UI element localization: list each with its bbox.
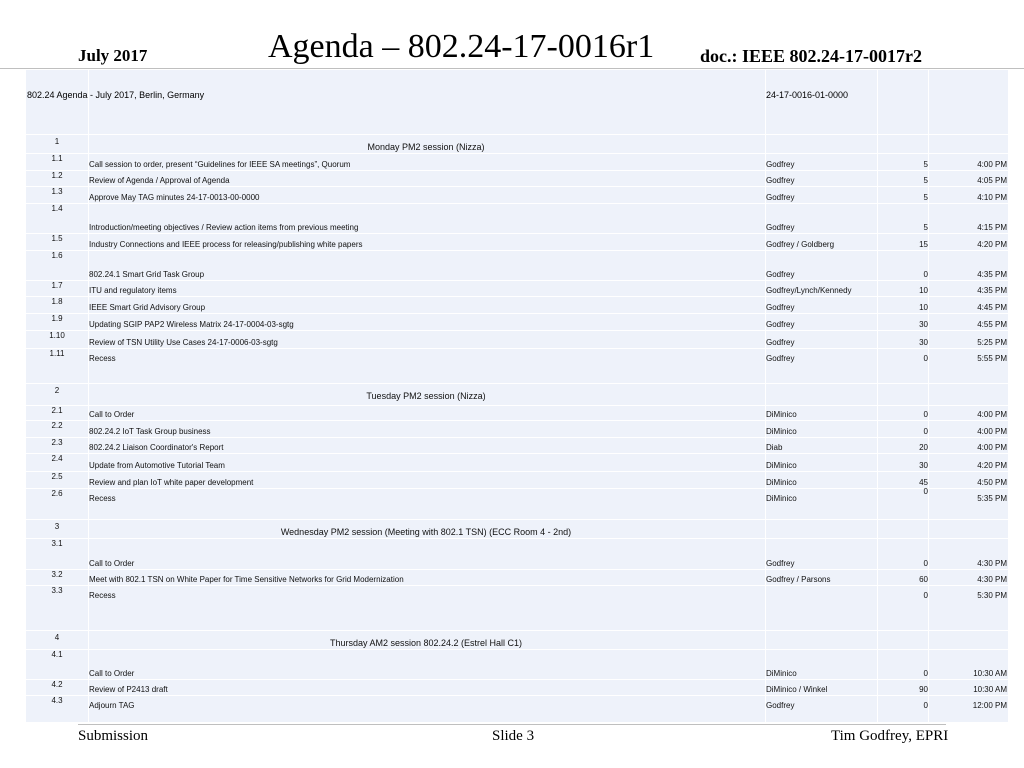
item-number: 1.1 xyxy=(51,154,63,163)
agenda-item-row xyxy=(26,330,1008,349)
item-start-time: 4:35 PM xyxy=(977,286,1007,295)
agenda-item-row xyxy=(26,649,1008,680)
agenda-item-row xyxy=(26,538,1008,570)
item-minutes: 5 xyxy=(923,223,928,232)
item-start-time: 4:30 PM xyxy=(977,559,1007,568)
agenda-item-row xyxy=(26,405,1008,421)
item-description: Review of TSN Utility Use Cases 24-17-0006-03-sgtg xyxy=(89,338,278,347)
item-start-time: 4:15 PM xyxy=(977,223,1007,232)
item-presenter: DiMinico xyxy=(766,410,797,419)
item-presenter: DiMinico xyxy=(766,494,797,503)
item-number: 4.3 xyxy=(51,696,63,705)
item-presenter: DiMinico xyxy=(766,461,797,470)
item-description: Review and plan IoT white paper development xyxy=(89,478,254,487)
item-description: Introduction/meeting objectives / Review action items from previous meeting xyxy=(89,223,359,232)
item-start-time: 10:30 AM xyxy=(973,669,1007,678)
item-description: Meet with 802.1 TSN on White Paper for Time Sensitive Networks for Grid Modernization xyxy=(89,575,404,584)
item-number: 3.2 xyxy=(51,570,63,579)
item-start-time: 5:30 PM xyxy=(977,591,1007,600)
item-number: 2.3 xyxy=(51,438,63,447)
item-description: Call to Order xyxy=(89,669,135,678)
item-number: 3.1 xyxy=(51,539,63,548)
item-minutes: 0 xyxy=(923,354,928,363)
item-number: 1.8 xyxy=(51,297,63,306)
item-presenter: Godfrey xyxy=(766,320,795,329)
agenda-item-row xyxy=(26,313,1008,331)
agenda-item-row xyxy=(26,695,1008,712)
agenda-item-row xyxy=(26,186,1008,204)
footer-submission: Submission xyxy=(78,728,149,744)
item-number: 3.3 xyxy=(51,586,63,595)
item-minutes: 0 xyxy=(923,669,928,678)
agenda-item-row xyxy=(26,296,1008,314)
item-minutes: 10 xyxy=(919,286,928,295)
item-number: 2.6 xyxy=(51,489,63,498)
item-description: Adjourn TAG xyxy=(89,701,135,710)
item-presenter: Godfrey xyxy=(766,160,795,169)
item-start-time: 4:20 PM xyxy=(977,240,1007,249)
item-description: Call session to order, present “Guidelines for IEEE SA meetings”, Quorum xyxy=(89,160,351,169)
slide-title: Agenda – 802.24-17-0016r1 xyxy=(268,28,655,65)
item-minutes: 0 xyxy=(923,559,928,568)
item-description: 802.24.1 Smart Grid Task Group xyxy=(89,270,205,279)
item-presenter: Godfrey/Lynch/Kennedy xyxy=(766,286,852,295)
item-start-time: 5:55 PM xyxy=(977,354,1007,363)
item-number: 1.6 xyxy=(51,251,63,260)
session-number: 2 xyxy=(54,386,60,395)
item-description: Update from Automotive Tutorial Team xyxy=(89,461,225,470)
footer-author: Tim Godfrey, EPRI xyxy=(831,728,949,744)
session-header-row xyxy=(26,134,1008,153)
sheet-doc-title: 802.24 Agenda - July 2017, Berlin, Germany xyxy=(27,90,205,100)
agenda-item-row xyxy=(26,348,1008,365)
item-minutes: 60 xyxy=(919,575,928,584)
item-start-time: 4:00 PM xyxy=(977,443,1007,452)
item-description: Call to Order xyxy=(89,410,135,419)
item-description: Call to Order xyxy=(89,559,135,568)
agenda-item-row xyxy=(26,585,1008,602)
session-title: Wednesday PM2 session (Meeting with 802.1 TSN) (ECC Room 4 - 2nd) xyxy=(280,527,572,537)
item-description: Recess xyxy=(89,494,116,503)
item-number: 2.5 xyxy=(51,472,63,481)
agenda-item-row xyxy=(26,203,1008,234)
item-number: 4.1 xyxy=(51,650,63,659)
item-start-time: 12:00 PM xyxy=(972,701,1007,710)
session-title: Tuesday PM2 session (Nizza) xyxy=(366,391,486,401)
agenda-item-row xyxy=(26,233,1008,251)
agenda-item-row xyxy=(26,488,1008,505)
item-presenter: Godfrey xyxy=(766,701,795,710)
doc-number: doc.: IEEE 802.24-17-0017r2 xyxy=(700,46,922,66)
item-presenter: DiMinico xyxy=(766,478,797,487)
item-description: Approve May TAG minutes 24-17-0013-00-0000 xyxy=(89,193,260,202)
item-minutes: 5 xyxy=(923,160,928,169)
item-minutes: 15 xyxy=(919,240,928,249)
item-start-time: 4:35 PM xyxy=(977,270,1007,279)
item-minutes: 30 xyxy=(919,461,928,470)
item-start-time: 4:55 PM xyxy=(977,320,1007,329)
session-header-row xyxy=(26,630,1008,649)
item-description: Recess xyxy=(89,591,116,600)
item-number: 1.3 xyxy=(51,187,63,196)
header-date: July 2017 xyxy=(78,46,148,65)
agenda-item-row xyxy=(26,453,1008,472)
item-start-time: 4:45 PM xyxy=(977,303,1007,312)
item-number: 1.4 xyxy=(51,204,63,213)
item-presenter: Godfrey xyxy=(766,354,795,363)
item-start-time: 4:10 PM xyxy=(977,193,1007,202)
item-start-time: 4:20 PM xyxy=(977,461,1007,470)
header-divider xyxy=(0,68,1024,69)
sheet-doc-number: 24-17-0016-01-0000 xyxy=(766,90,849,100)
agenda-item-row xyxy=(26,153,1008,171)
agenda-item-row xyxy=(26,437,1008,454)
agenda-item-row xyxy=(26,250,1008,281)
item-start-time: 4:30 PM xyxy=(977,575,1007,584)
item-presenter: Godfrey xyxy=(766,559,795,568)
item-start-time: 4:00 PM xyxy=(977,410,1007,419)
item-number: 2.1 xyxy=(51,406,63,415)
item-minutes: 30 xyxy=(919,320,928,329)
item-minutes: 0 xyxy=(923,701,928,710)
item-number: 2.2 xyxy=(51,421,63,430)
item-number: 1.5 xyxy=(51,234,63,243)
item-start-time: 10:30 AM xyxy=(973,685,1007,694)
item-description: 802.24.2 IoT Task Group business xyxy=(89,427,211,436)
item-presenter: Godfrey / Parsons xyxy=(766,575,831,584)
item-presenter: Godfrey xyxy=(766,223,795,232)
item-description: Updating SGIP PAP2 Wireless Matrix 24-17-0004-03-sgtg xyxy=(89,320,294,329)
item-number: 1.9 xyxy=(51,314,63,323)
session-number: 1 xyxy=(54,137,60,146)
item-start-time: 4:05 PM xyxy=(977,176,1007,185)
item-presenter: Godfrey xyxy=(766,176,795,185)
item-minutes: 20 xyxy=(919,443,928,452)
item-minutes: 30 xyxy=(919,338,928,347)
item-number: 2.4 xyxy=(51,454,63,463)
session-header-row xyxy=(26,383,1008,402)
item-description: 802.24.2 Liaison Coordinator's Report xyxy=(89,443,224,452)
item-presenter: DiMinico xyxy=(766,427,797,436)
item-description: Industry Connections and IEEE process for releasing/publishing white papers xyxy=(89,240,363,249)
item-minutes: 45 xyxy=(919,478,928,487)
agenda-item-row xyxy=(26,280,1008,297)
item-minutes: 0 xyxy=(923,487,928,496)
agenda-item-row xyxy=(26,170,1008,187)
item-start-time: 5:35 PM xyxy=(977,494,1007,503)
session-header-row xyxy=(26,519,1008,538)
item-minutes: 0 xyxy=(923,270,928,279)
item-number: 1.7 xyxy=(51,281,63,290)
item-description: Review of P2413 draft xyxy=(89,685,168,694)
agenda-item-row xyxy=(26,569,1008,586)
item-number: 1.11 xyxy=(49,349,65,358)
item-minutes: 90 xyxy=(919,685,928,694)
item-number: 1.2 xyxy=(51,171,63,180)
item-description: ITU and regulatory items xyxy=(89,286,177,295)
item-start-time: 4:00 PM xyxy=(977,160,1007,169)
item-presenter: Godfrey xyxy=(766,338,795,347)
item-presenter: Godfrey / Goldberg xyxy=(766,240,835,249)
item-number: 4.2 xyxy=(51,680,63,689)
item-description: Review of Agenda / Approval of Agenda xyxy=(89,176,230,185)
session-number: 3 xyxy=(54,522,60,531)
item-presenter: DiMinico / Winkel xyxy=(766,685,828,694)
item-start-time: 4:50 PM xyxy=(977,478,1007,487)
item-start-time: 4:00 PM xyxy=(977,427,1007,436)
item-presenter: DiMinico xyxy=(766,669,797,678)
agenda-item-row xyxy=(26,471,1008,489)
footer-slide-number: Slide 3 xyxy=(492,728,535,744)
item-presenter: Godfrey xyxy=(766,303,795,312)
item-minutes: 10 xyxy=(919,303,928,312)
item-minutes: 0 xyxy=(923,591,928,600)
session-title: Thursday AM2 session 802.24.2 (Estrel Hall C1) xyxy=(329,638,523,648)
item-minutes: 0 xyxy=(923,410,928,419)
session-number: 4 xyxy=(54,633,60,642)
item-presenter: Diab xyxy=(766,443,783,452)
item-minutes: 0 xyxy=(923,427,928,436)
item-start-time: 5:25 PM xyxy=(977,338,1007,347)
item-presenter: Godfrey xyxy=(766,270,795,279)
item-minutes: 5 xyxy=(923,193,928,202)
item-description: IEEE Smart Grid Advisory Group xyxy=(89,303,206,312)
footer-divider xyxy=(78,724,946,725)
item-minutes: 5 xyxy=(923,176,928,185)
item-presenter: Godfrey xyxy=(766,193,795,202)
item-number: 1.10 xyxy=(49,331,65,340)
agenda-item-row xyxy=(26,420,1008,438)
item-description: Recess xyxy=(89,354,116,363)
session-title: Monday PM2 session (Nizza) xyxy=(367,142,485,152)
agenda-item-row xyxy=(26,679,1008,696)
